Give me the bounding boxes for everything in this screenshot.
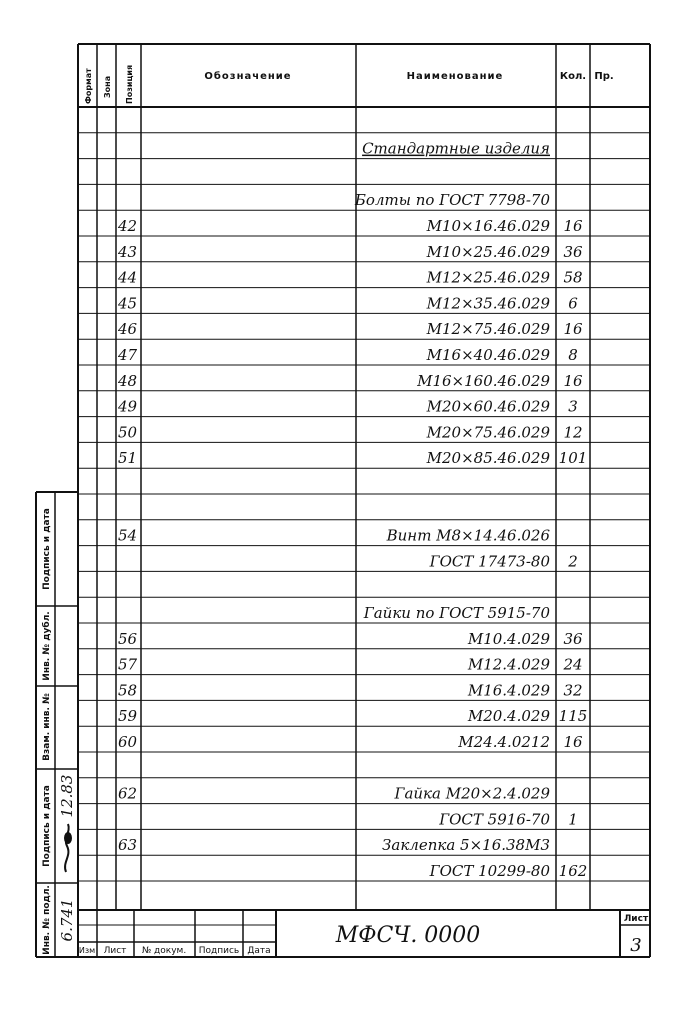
table-row — [117, 294, 578, 312]
row-position: 43 — [118, 242, 138, 261]
table-row — [362, 140, 550, 158]
stamp-list: Лист — [103, 946, 127, 956]
row-position: 51 — [118, 449, 138, 468]
table-grid — [78, 44, 650, 910]
table-row — [118, 836, 550, 854]
table-row — [118, 630, 583, 648]
table-row — [118, 733, 583, 751]
table-row — [117, 217, 583, 235]
row-name: М16×160.46.029 — [417, 371, 550, 390]
header-qty: Кол. — [559, 71, 587, 82]
row-position: 42 — [118, 217, 138, 235]
row-qty: 16 — [563, 371, 583, 390]
row-position: 63 — [118, 836, 138, 855]
row-qty: 115 — [558, 707, 588, 726]
row-name: ГОСТ 17473-80 — [429, 552, 550, 571]
row-qty: 16 — [563, 733, 583, 751]
row-name: М12×75.46.029 — [426, 320, 550, 339]
row-qty: 1 — [568, 810, 578, 829]
header-name: Наименование — [406, 71, 504, 82]
row-position: 59 — [118, 707, 138, 726]
document-designation: МФСЧ. 0000 — [335, 923, 481, 948]
row-name: Заклепка 5×16.38М3 — [382, 836, 550, 855]
row-position: 62 — [118, 784, 138, 803]
row-name: ГОСТ 10299-80 — [429, 862, 550, 880]
row-position: 47 — [118, 346, 138, 364]
table-row — [117, 243, 583, 261]
row-position: 49 — [118, 397, 138, 416]
stamp-izm: Изм — [78, 946, 96, 955]
row-qty: 32 — [563, 681, 583, 700]
header-position: Позиция — [125, 64, 134, 104]
row-qty: 8 — [568, 346, 578, 364]
row-name: М20×75.46.029 — [426, 423, 550, 442]
row-position: 60 — [118, 733, 138, 751]
row-qty: 101 — [558, 449, 588, 468]
table-row — [117, 372, 583, 390]
table-header — [84, 65, 614, 104]
table-row — [118, 707, 587, 725]
row-qty: 36 — [563, 242, 583, 261]
header-note: Пр. — [594, 71, 614, 82]
table-body — [117, 140, 587, 880]
sheet-number: 3 — [630, 935, 642, 956]
stamp-signature: Подпись — [198, 946, 240, 956]
row-qty: 16 — [563, 217, 583, 235]
row-name: М12×25.46.029 — [426, 268, 550, 287]
row-name: Винт М8×14.46.026 — [386, 526, 550, 545]
row-qty: 3 — [568, 397, 578, 416]
table-row — [118, 527, 550, 545]
header-zone: Зона — [103, 75, 112, 98]
row-name: М16×40.46.029 — [426, 346, 550, 364]
row-name: М20.4.029 — [467, 707, 550, 726]
row-name: М16.4.029 — [467, 681, 550, 700]
row-name: М20×85.46.029 — [426, 449, 550, 468]
row-name: М10.4.029 — [467, 629, 550, 648]
row-name: Болты по ГОСТ 7798-70 — [354, 191, 550, 210]
row-position: 48 — [118, 371, 138, 390]
table-row — [117, 346, 578, 364]
table-row — [118, 785, 550, 803]
side-signature-mark — [65, 824, 69, 872]
row-name: ГОСТ 5916-70 — [439, 810, 550, 829]
row-name: М12.4.029 — [467, 655, 550, 674]
side-label-sign-date-top: Подпись и дата — [42, 508, 52, 590]
row-name: Стандартные изделия — [362, 139, 550, 158]
table-row — [118, 681, 583, 699]
row-position: 57 — [118, 655, 138, 674]
row-qty: 12 — [563, 423, 583, 442]
stamp-doc-no: № докум. — [141, 946, 187, 956]
side-label-vzam-inv: Взам. инв. № — [42, 693, 52, 761]
side-label-sign-date-bottom: Подпись и дата — [42, 785, 52, 867]
sheet-frame — [36, 44, 650, 957]
side-handwritten-inv-number: 6.741 — [58, 898, 76, 942]
table-row — [118, 656, 583, 674]
row-position: 46 — [118, 320, 138, 339]
table-row — [118, 449, 587, 467]
table-row — [117, 320, 583, 338]
sheet-label: Лист — [623, 914, 649, 924]
stamp-date: Дата — [247, 946, 271, 956]
row-qty: 24 — [563, 655, 583, 674]
header-format: Формат — [84, 68, 93, 104]
row-name: Гайка М20×2.4.029 — [394, 784, 550, 803]
table-row — [118, 423, 583, 441]
row-name: М10×16.46.029 — [426, 217, 550, 235]
header-designation: Обозначение — [204, 71, 292, 82]
row-qty: 6 — [568, 294, 578, 313]
row-position: 56 — [118, 629, 138, 648]
row-qty: 58 — [563, 268, 583, 287]
table-row — [117, 269, 583, 287]
row-name: М12×35.46.029 — [426, 294, 550, 313]
title-block-labels — [79, 914, 649, 956]
row-position: 50 — [118, 423, 138, 442]
side-margin-labels — [41, 508, 76, 955]
table-row — [117, 398, 578, 416]
row-position: 58 — [118, 681, 138, 700]
table-row — [429, 862, 588, 880]
side-label-inv-dubl: Инв. № дубл. — [42, 611, 52, 681]
row-qty: 16 — [563, 320, 583, 339]
table-row — [363, 604, 551, 622]
table-row — [354, 191, 551, 209]
side-handwritten-date: 12.83 — [58, 774, 76, 818]
side-label-inv-podl: Инв. № подл. — [42, 885, 52, 955]
table-row — [438, 810, 578, 828]
row-qty: 2 — [568, 552, 578, 571]
row-qty: 36 — [563, 629, 583, 648]
row-name: М24.4.0212 — [458, 733, 550, 751]
row-qty: 162 — [558, 862, 588, 880]
row-name: М10×25.46.029 — [426, 242, 550, 261]
row-position: 44 — [118, 268, 138, 287]
row-name: Гайки по ГОСТ 5915-70 — [363, 604, 550, 622]
side-ink-blot — [64, 832, 72, 844]
row-name: М20×60.46.029 — [426, 397, 550, 416]
row-position: 54 — [118, 526, 138, 545]
row-position: 45 — [118, 294, 138, 313]
